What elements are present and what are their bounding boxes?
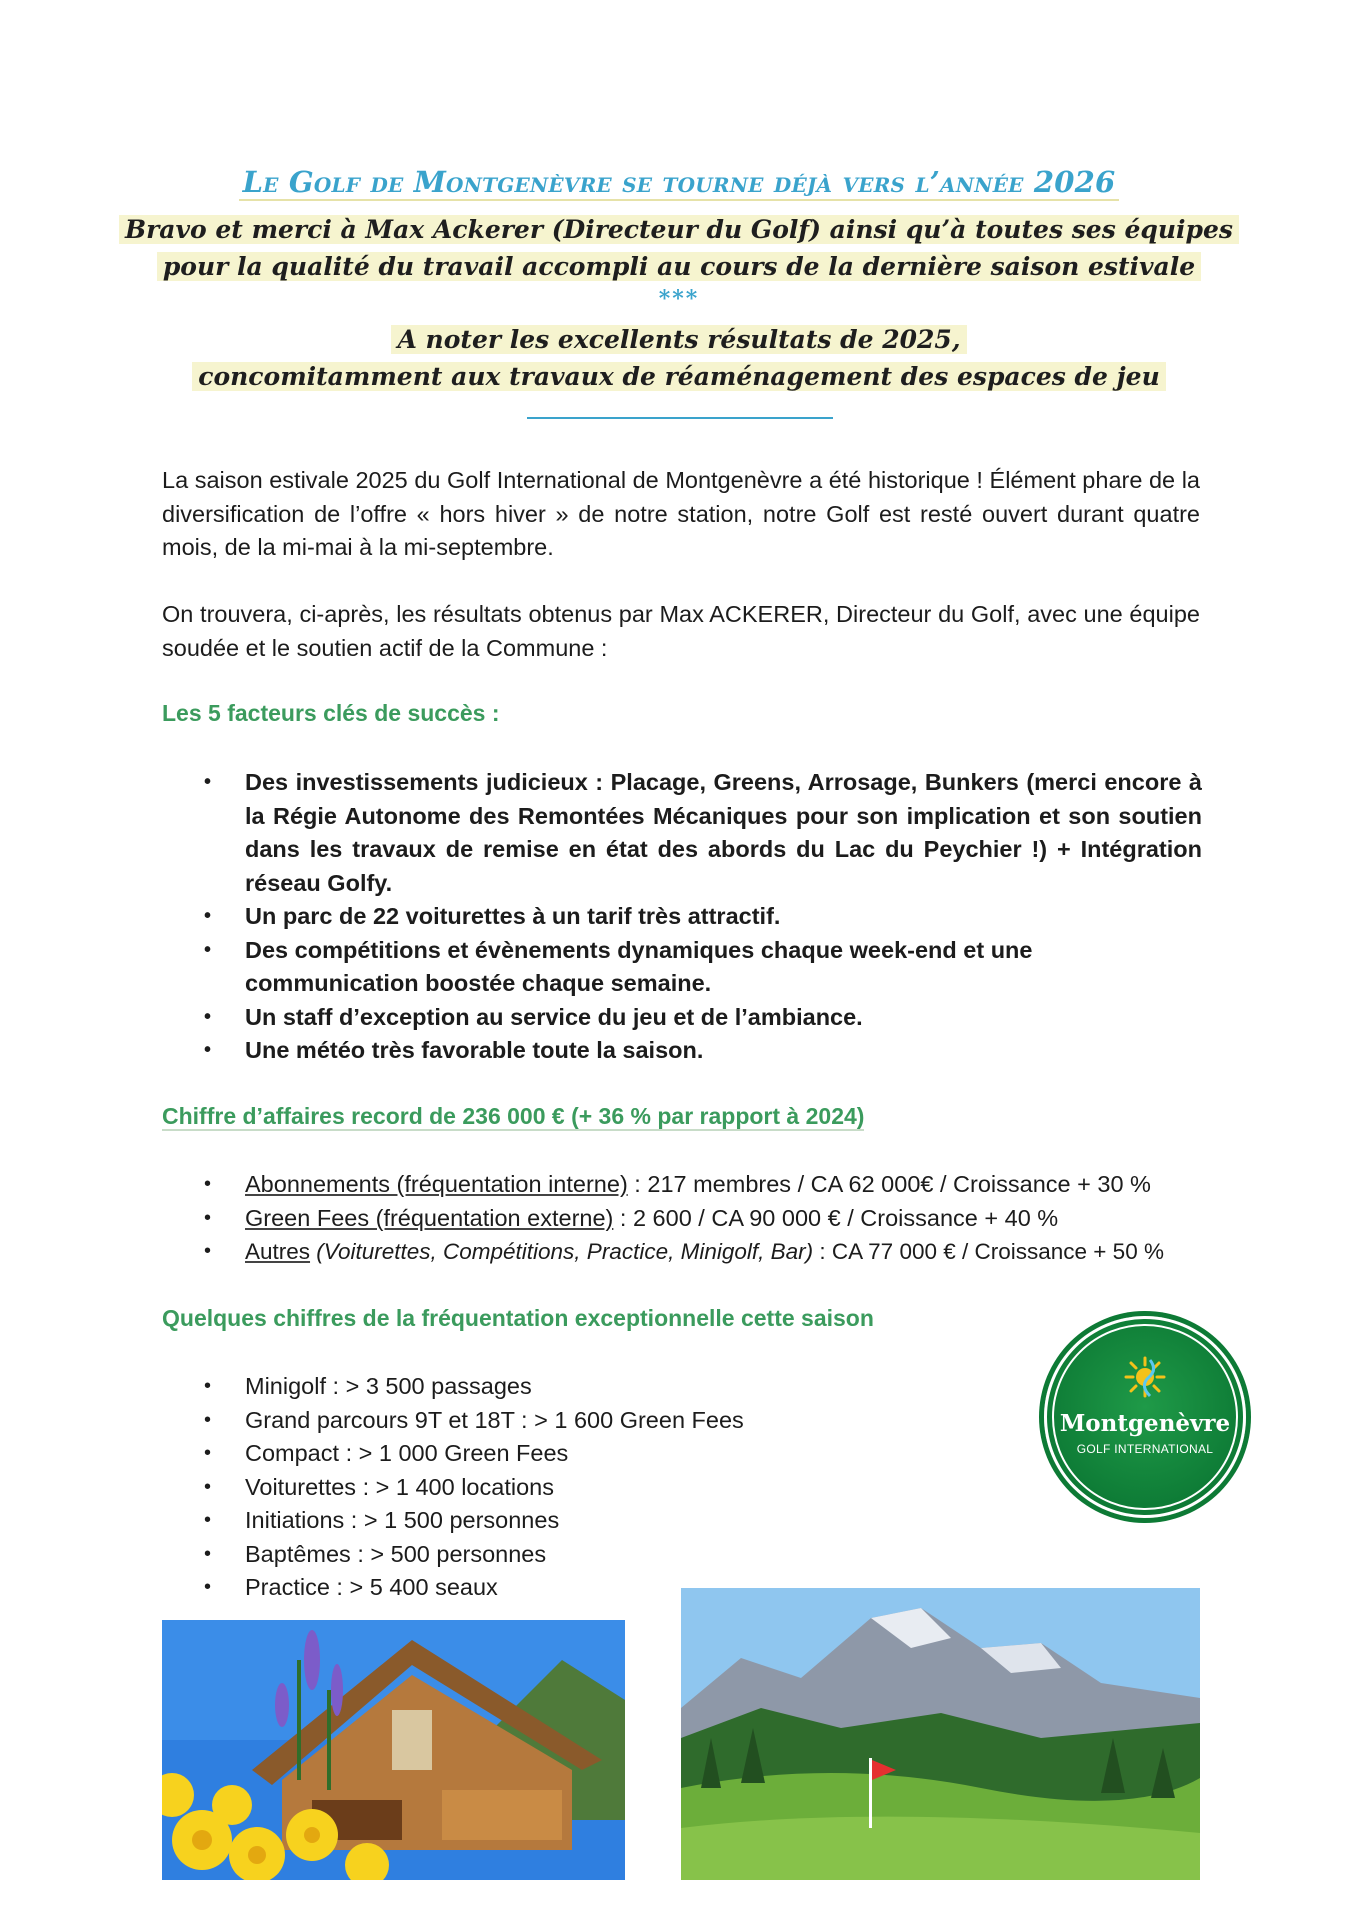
- list-item: • Initiations : > 1 500 personnes: [162, 1504, 862, 1538]
- bullet-icon: •: [204, 1039, 212, 1061]
- montgenevre-golf-logo: [1044, 1316, 1246, 1518]
- intro-paragraph-2: On trouvera, ci-après, les résultats obtenus par Max ACKERER, Directeur du Golf, avec une équipe soudée et le soutien actif de la Commune :: [162, 601, 1200, 661]
- clubhouse-photo: [162, 1620, 625, 1880]
- list-item: • Voiturettes : > 1 400 locations: [162, 1471, 862, 1505]
- list-item: • Une météo très favorable toute la saison.: [162, 1034, 1202, 1068]
- bullet-icon: •: [204, 938, 212, 961]
- list-item: • Compact : > 1 000 Green Fees: [162, 1437, 862, 1471]
- intro-paragraph-1: La saison estivale 2025 du Golf International de Montgenèvre a été historique ! Élément phare de la diversification de l’offre « hors hiver » de notre station, notre Golf est resté ouvert durant quatre mois, de la mi-mai à la mi-septembre.: [162, 467, 1200, 560]
- bullet-icon: •: [204, 771, 212, 793]
- revenue-heading: Chiffre d’affaires record de 236 000 € (+ 36 % par rapport à 2024): [162, 1103, 865, 1129]
- sun-icon: [1124, 1356, 1166, 1398]
- mountain-photo: [681, 1588, 1200, 1880]
- subtitle-line-2: pour la qualité du travail accompli au cours de la dernière saison estivale: [0, 252, 1358, 281]
- list-item: • Green Fees (fréquentation externe) : 2 600 / CA 90 000 € / Croissance + 40 %: [162, 1202, 1262, 1236]
- mountain-image: [681, 1588, 1200, 1880]
- list-item: • Baptêmes : > 500 personnes: [162, 1538, 862, 1572]
- attendance-heading: Quelques chiffres de la fréquentation exceptionnelle cette saison: [162, 1305, 874, 1331]
- list-item: • Des compétitions et évènements dynamiques chaque week-end et une communication boostée chaque semaine.: [162, 934, 1202, 1001]
- document-title: Le Golf de Montgenèvre se tourne déjà vers l’année 2026: [0, 165, 1358, 199]
- title-rule: [527, 417, 833, 419]
- logo-brand: Montgenèvre: [1059, 1410, 1231, 1437]
- subtitle-line-1: Bravo et merci à Max Ackerer (Directeur du Golf) ainsi qu’à toutes ses équipes: [0, 215, 1358, 244]
- factors-list: [162, 766, 1202, 1068]
- note-line-1: A noter les excellents résultats de 2025,: [0, 325, 1358, 354]
- attendance-list: [162, 1370, 862, 1605]
- bullet-icon: •: [204, 1442, 212, 1464]
- bullet-icon: •: [204, 1206, 212, 1229]
- list-item: • Autres (Voiturettes, Compétitions, Practice, Minigolf, Bar) : CA 77 000 € / Croissance + 50 %: [162, 1235, 1262, 1269]
- bullet-icon: •: [204, 1576, 212, 1598]
- bullet-icon: •: [204, 1173, 212, 1195]
- bullet-icon: •: [204, 905, 212, 927]
- factors-heading: Les 5 facteurs clés de succès :: [162, 700, 500, 726]
- list-item: • Un parc de 22 voiturettes à un tarif très attractif.: [162, 900, 1202, 934]
- list-item: • Practice : > 5 400 seaux: [162, 1571, 862, 1605]
- clubhouse-image: [162, 1620, 625, 1880]
- bullet-icon: •: [204, 1475, 212, 1498]
- logo-sub-brand: GOLF INTERNATIONAL: [1076, 1442, 1214, 1456]
- bullet-icon: •: [204, 1542, 212, 1565]
- list-item: • Abonnements (fréquentation interne) : 217 membres / CA 62 000€ / Croissance + 30 %: [162, 1168, 1262, 1202]
- list-item: • Grand parcours 9T et 18T : > 1 600 Green Fees: [162, 1404, 862, 1438]
- bullet-icon: •: [204, 1408, 212, 1431]
- list-item: • Minigolf : > 3 500 passages: [162, 1370, 862, 1404]
- bullet-icon: •: [204, 1005, 212, 1028]
- list-item: • Des investissements judicieux : Placage, Greens, Arrosage, Bunkers (merci encore à la Régie Autonome des Remontées Mécaniques pour son implication et son soutien dans les travaux de remise en état des abords du Lac du Peychier !) + Intégration réseau Golfy.: [162, 766, 1202, 900]
- list-item: • Un staff d’exception au service du jeu et de l’ambiance.: [162, 1001, 1202, 1035]
- bullet-icon: •: [204, 1240, 212, 1262]
- note-line-2: concomitamment aux travaux de réaménagement des espaces de jeu: [0, 362, 1358, 391]
- separator-stars: ***: [658, 286, 700, 312]
- bullet-icon: •: [204, 1509, 212, 1531]
- bullet-icon: •: [204, 1375, 212, 1397]
- revenue-list: [162, 1168, 1262, 1269]
